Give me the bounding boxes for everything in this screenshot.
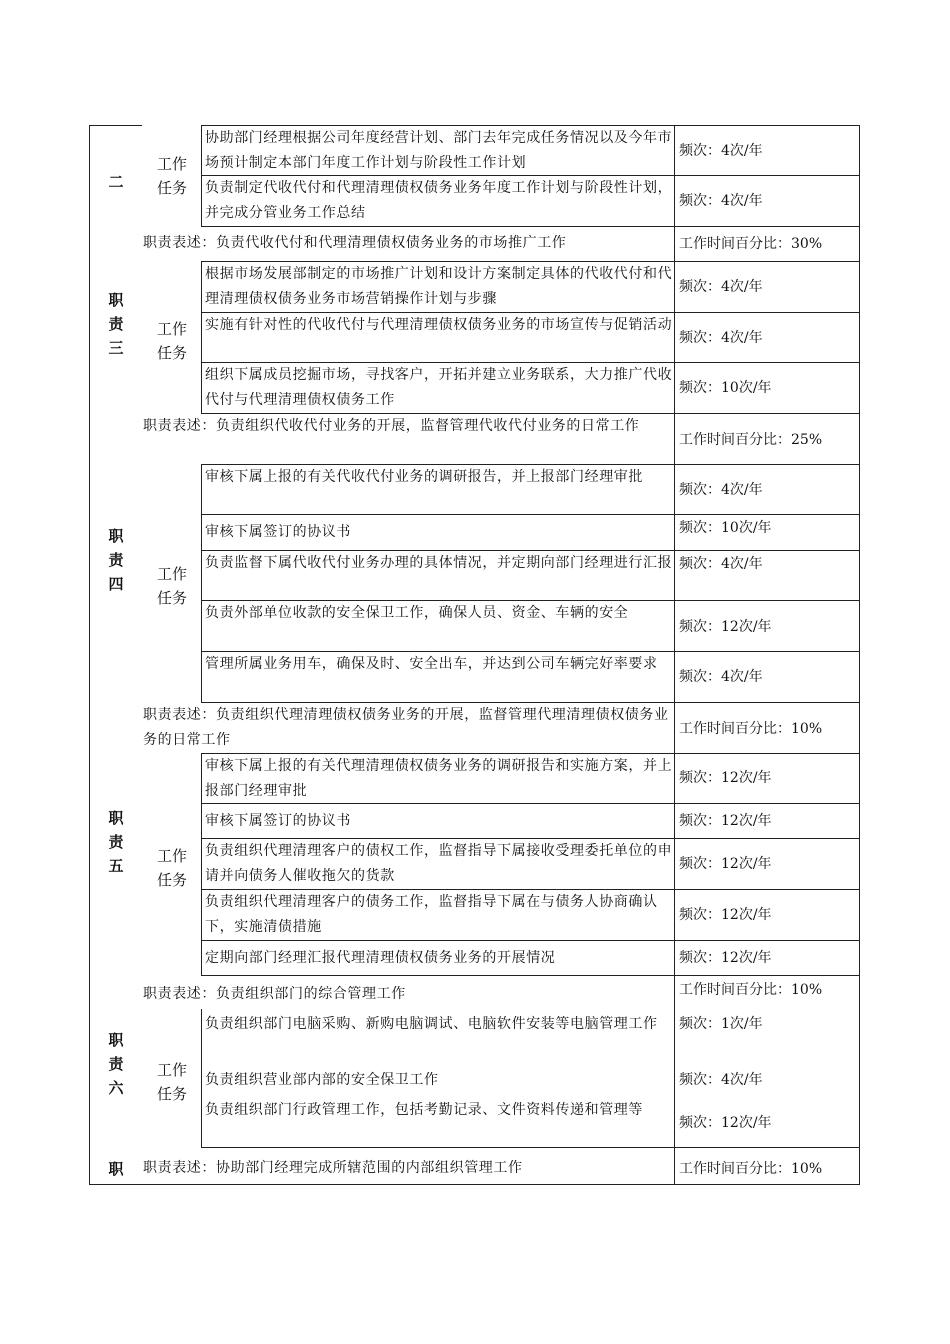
duty-description: 职责表述：负责组织代收代付业务的开展，监督管理代收代付业务的日常工作 <box>143 418 640 434</box>
task-text: 负责组织代理清理客户的债务工作，监督指导下属在与债务人协商确认下，实施清债措施 <box>205 894 658 935</box>
task-label: 工作 任务 <box>156 1061 187 1103</box>
duty-description: 职责表述：负责组织代理清理债权债务业务的开展，监督管理代理清理债权债务业务的日常工作 <box>143 707 669 748</box>
task-text: 根据市场发展部制定的市场推广计划和设计方案制定具体的代收代付和代理清理债权债务业务市场营销操作计划与步骤 <box>205 266 673 307</box>
table-border-top-left <box>89 125 142 126</box>
duty-label: 职 责 六 <box>108 1031 124 1097</box>
task-text: 组织下属成员挖掘市场，寻找客户，开拓并建立业务联系，大力推广代收代付与代理清理债权债务工作 <box>205 367 673 408</box>
task-frequency: 频次：10次/年 <box>679 520 772 536</box>
task-frequency: 频次：4次/年 <box>679 1072 763 1088</box>
duty-label: 职 <box>108 1160 124 1178</box>
task-frequency: 频次：4次/年 <box>679 143 763 159</box>
task-frequency: 频次：1次/年 <box>679 1016 763 1032</box>
task-text: 负责组织部门行政管理工作，包括考勤记录、文件资料传递和管理等 <box>205 1102 643 1118</box>
table-border-left <box>89 125 90 1185</box>
task-text: 协助部门经理根据公司年度经营计划、部门去年完成任务情况以及今年市场预计制定本部门年度工作计划与阶段性工作计划 <box>205 130 673 171</box>
task-text: 管理所属业务用车，确保及时、安全出车，并达到公司车辆完好率要求 <box>205 656 658 672</box>
task-frequency: 频次：12次/年 <box>679 950 772 966</box>
task-column-divider <box>201 464 202 702</box>
freq-column-divider <box>674 702 675 753</box>
task-label: 工作 任务 <box>156 155 187 197</box>
freq-column-divider <box>674 226 675 261</box>
freq-column-divider <box>674 975 675 1009</box>
task-frequency: 频次：12次/年 <box>679 1115 772 1131</box>
work-time-percentage: 工作时间百分比：10% <box>679 1161 823 1177</box>
task-label: 工作 任务 <box>156 565 187 607</box>
row-divider <box>201 975 860 976</box>
task-frequency: 频次：12次/年 <box>679 856 772 872</box>
table-border-bottom <box>89 1184 860 1185</box>
duty-label: 职 责 五 <box>108 809 124 875</box>
task-text: 负责外部单位收款的安全保卫工作，确保人员、资金、车辆的安全 <box>205 605 629 621</box>
task-frequency: 频次：12次/年 <box>679 770 772 786</box>
work-time-percentage: 工作时间百分比：10% <box>679 982 823 998</box>
work-time-percentage: 工作时间百分比：10% <box>679 721 823 737</box>
task-label: 工作 任务 <box>156 320 187 362</box>
row-divider <box>201 1147 860 1148</box>
duty-label: 职 责 三 <box>108 291 124 357</box>
work-time-percentage: 工作时间百分比：25% <box>679 432 823 448</box>
duty-label: 职 责 四 <box>108 527 124 593</box>
task-frequency: 频次：4次/年 <box>679 556 763 572</box>
task-text: 负责监督下属代收代付业务办理的具体情况，并定期向部门经理进行汇报 <box>205 555 673 571</box>
task-frequency: 频次：12次/年 <box>679 619 772 635</box>
task-column-divider <box>201 1009 202 1147</box>
task-column-divider <box>201 753 202 975</box>
task-frequency: 频次：4次/年 <box>679 193 763 209</box>
task-text: 实施有针对性的代收代付与代理清理债权债务业务的市场宣传与促销活动 <box>205 317 673 333</box>
task-column-divider <box>201 261 202 413</box>
freq-column-divider <box>674 413 675 464</box>
row-divider <box>201 940 860 941</box>
duty-description: 职责表述：负责组织部门的综合管理工作 <box>143 986 406 1002</box>
freq-column-divider <box>674 1147 675 1184</box>
task-frequency: 频次：12次/年 <box>679 907 772 923</box>
task-text: 负责制定代收代付和代理清理债权债务业务年度工作计划与阶段性计划，并完成分管业务工作总结 <box>205 180 673 221</box>
freq-column-divider <box>674 1009 675 1147</box>
task-text: 审核下属签订的协议书 <box>205 813 351 829</box>
task-frequency: 频次：4次/年 <box>679 279 763 295</box>
task-text: 审核下属签订的协议书 <box>205 524 351 540</box>
task-text: 负责组织部门电脑采购、新购电脑调试、电脑软件安装等电脑管理工作 <box>205 1016 658 1032</box>
task-frequency: 频次：4次/年 <box>679 669 763 685</box>
row-divider <box>201 803 860 804</box>
task-frequency: 频次：4次/年 <box>679 330 763 346</box>
row-divider <box>201 514 860 515</box>
task-frequency: 频次：4次/年 <box>679 482 763 498</box>
task-frequency: 频次：12次/年 <box>679 813 772 829</box>
task-frequency: 频次：10次/年 <box>679 380 772 396</box>
task-label: 工作 任务 <box>156 847 187 889</box>
freq-column-divider <box>674 464 675 702</box>
freq-column-divider <box>674 261 675 413</box>
row-divider <box>201 226 860 227</box>
task-text: 定期向部门经理汇报代理清理债权债务业务的开展情况 <box>205 950 556 966</box>
task-text: 审核下属上报的有关代收代付业务的调研报告，并上报部门经理审批 <box>205 469 643 485</box>
task-text: 负责组织代理清理客户的债权工作，监督指导下属接收受理委托单位的申请并向债务人催收拖欠的货款 <box>205 843 673 884</box>
table-border-right <box>859 125 860 1185</box>
task-text: 负责组织营业部内部的安全保卫工作 <box>205 1072 439 1088</box>
work-time-percentage: 工作时间百分比：30% <box>679 236 823 252</box>
duty-label: 二 <box>108 173 124 191</box>
task-text: 审核下属上报的有关代理清理债权债务业务的调研报告和实施方案，并上报部门经理审批 <box>205 758 673 799</box>
duty-description: 职责表述：负责代收代付和代理清理债权债务业务的市场推广工作 <box>143 235 567 251</box>
freq-column-divider <box>674 753 675 975</box>
duty-description: 职责表述：协助部门经理完成所辖范围的内部组织管理工作 <box>143 1160 523 1176</box>
